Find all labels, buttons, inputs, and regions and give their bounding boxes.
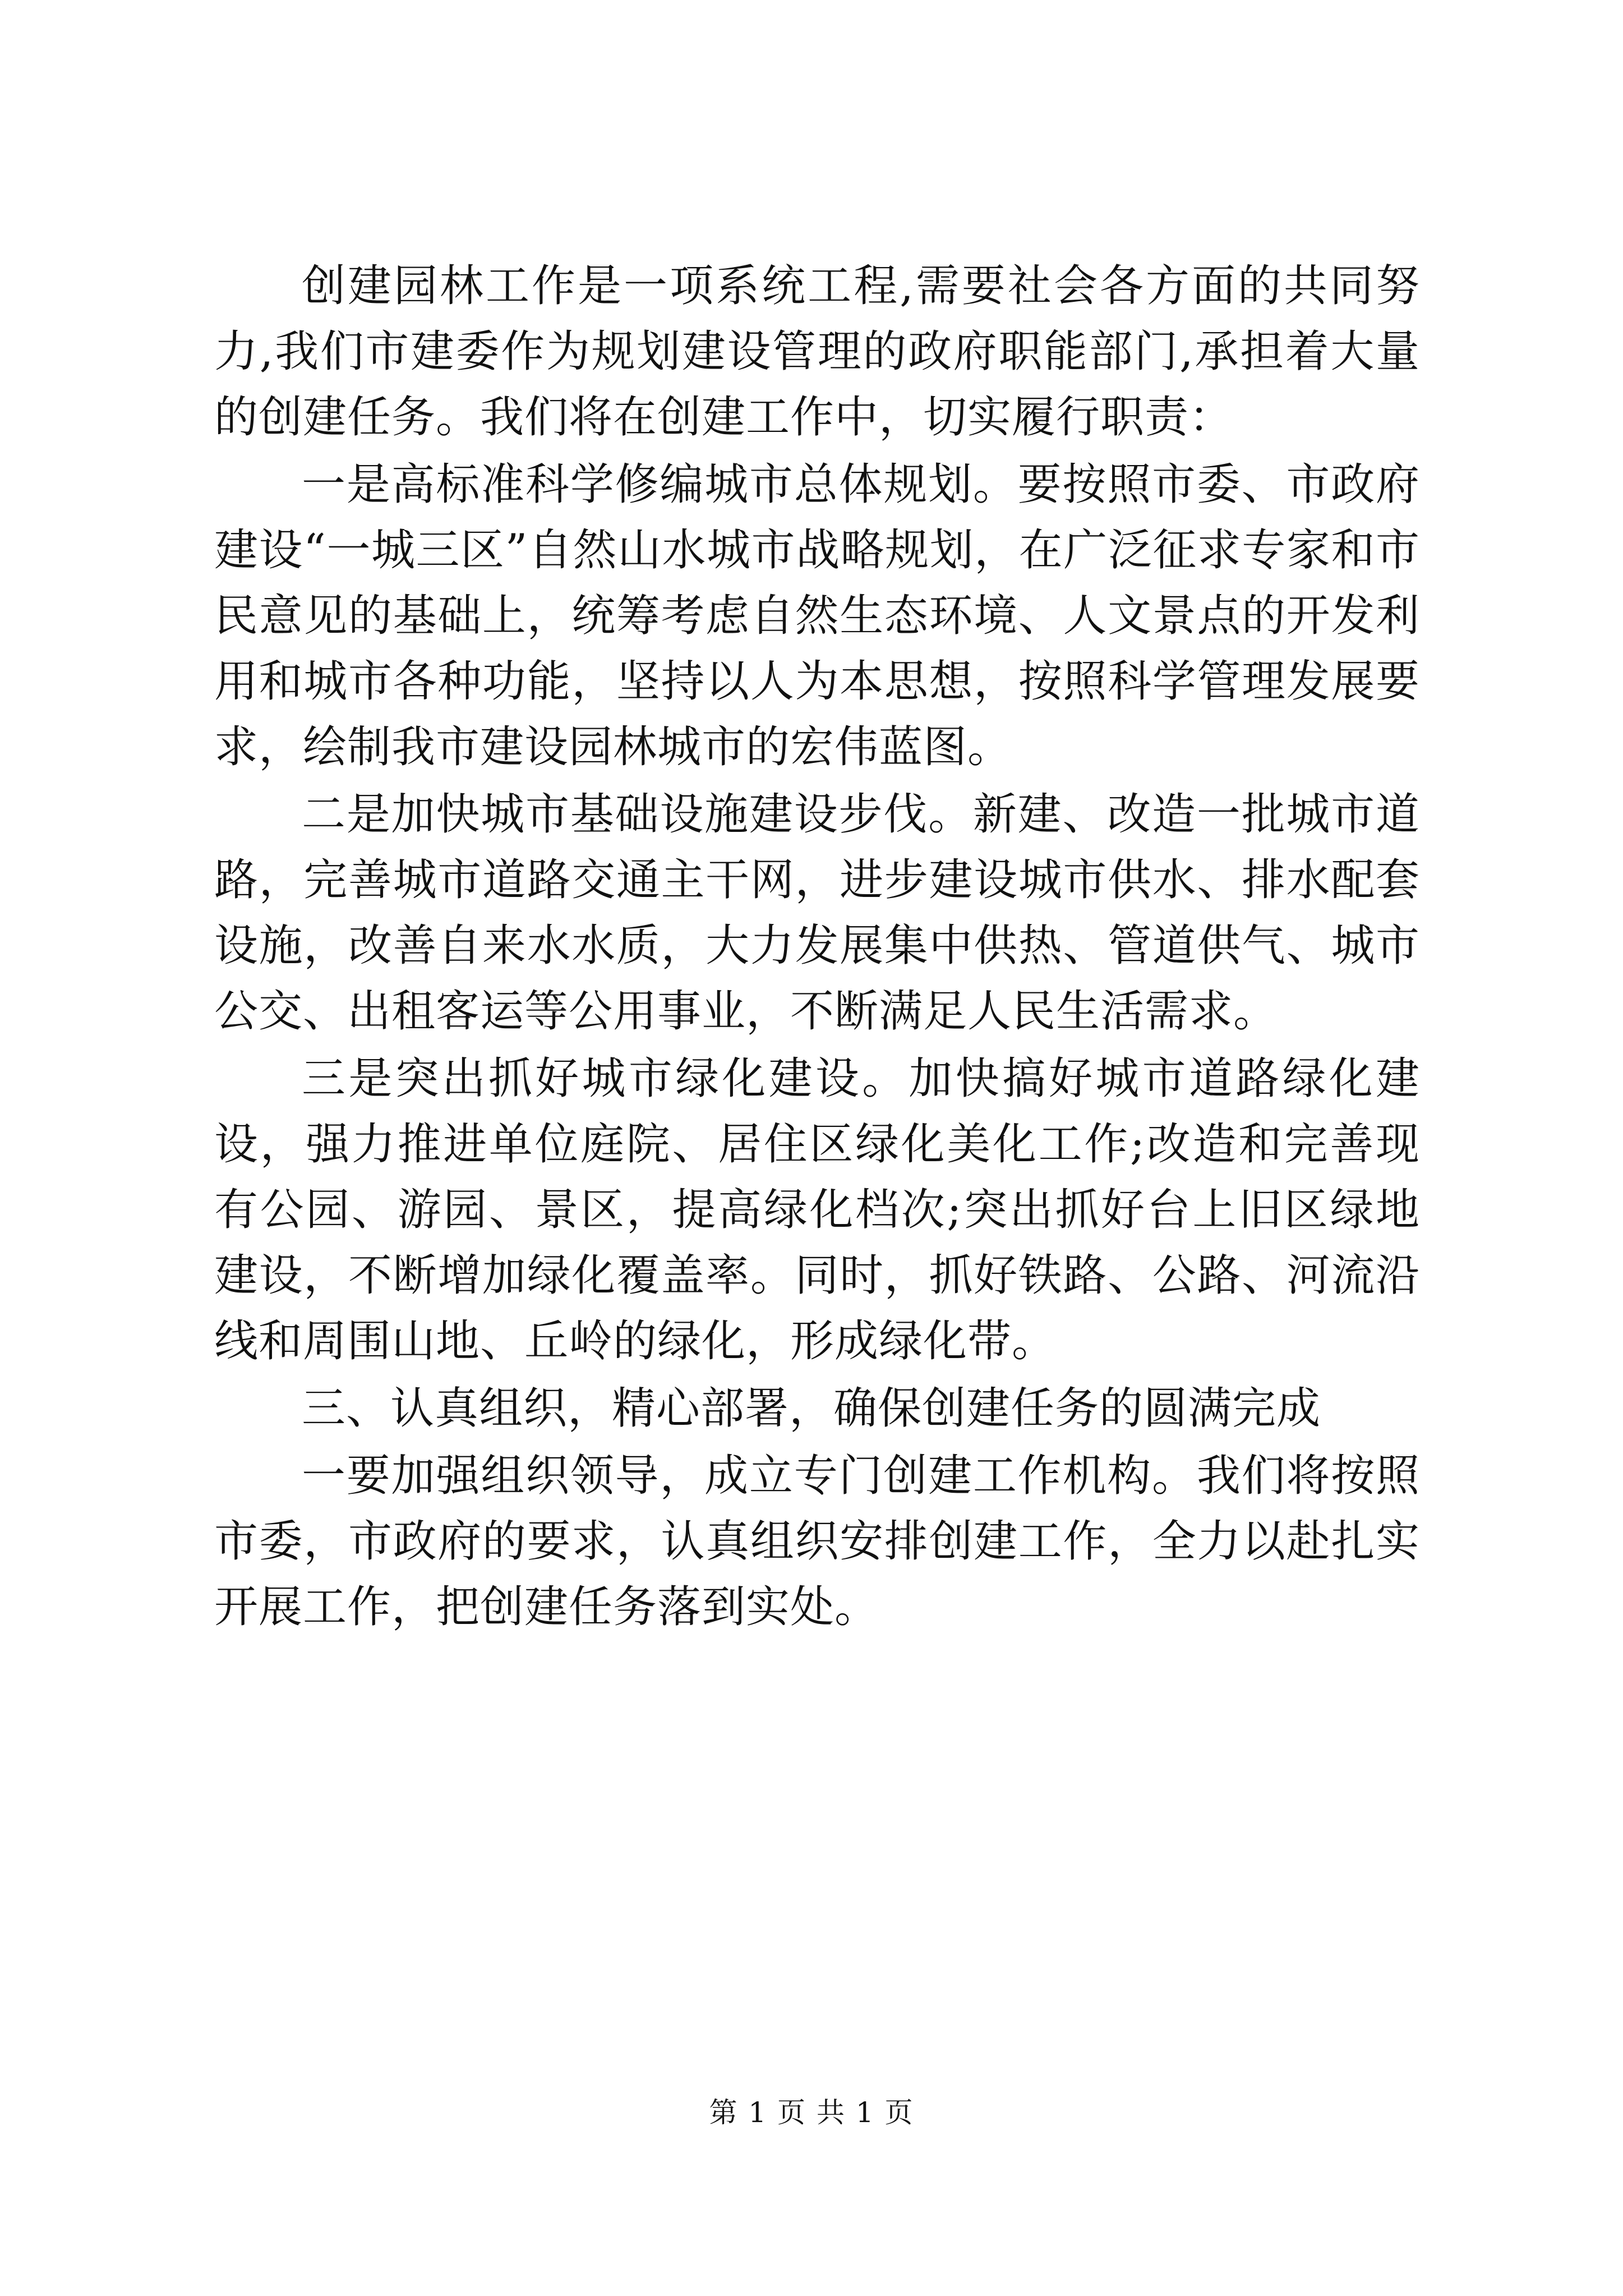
paragraph-greening: 三是突出抓好城市绿化建设。加快搞好城市道路绿化建设，强力推进单位庭院、居住区绿化美化工作;改造和完善现有公园、游园、景区，提高绿化档次;突出抓好台上旧区绿地建设，不断增加绿化覆盖率。同时，抓好铁路、公路、河流沿线和周围山地、丘岭的绿化，形成绿化带。	[214, 1053, 1420, 1366]
document-body	[214, 254, 1420, 1640]
paragraph-intro: 创建园林工作是一项系统工程,需要社会各方面的共同努力,我们市建委作为规划建设管理的政府职能部门,承担着大量的创建任务。我们将在创建工作中，切实履行职责：	[214, 261, 1420, 443]
page-number-footer: 第 1 页 共 1 页	[709, 2096, 914, 2129]
paragraph-urban-planning: 一是高标准科学修编城市总体规划。要按照市委、市政府建设“一城三区”自然山水城市战略规划，在广泛征求专家和市民意见的基础上，统筹考虑自然生态环境、人文景点的开发利用和城市各种功能，坚持以人为本思想，按照科学管理发展要求，绘制我市建设园林城市的宏伟蓝图。	[214, 459, 1420, 772]
section-heading-organization: 三、认真组织，精心部署，确保创建任务的圆满完成	[302, 1383, 1321, 1434]
paragraph-infrastructure: 二是加快城市基础设施建设步伐。新建、改造一批城市道路，完善城市道路交通主干网，进步建设城市供水、排水配套设施，改善自来水水质，大力发展集中供热、管道供气、城市公交、出租客运等公用事业，不断满足人民生活需求。	[214, 789, 1420, 1037]
paragraph-leadership: 一要加强组织领导，成立专门创建工作机构。我们将按照市委，市政府的要求，认真组织安排创建工作，全力以赴扎实开展工作，把创建任务落到实处。	[214, 1451, 1420, 1632]
